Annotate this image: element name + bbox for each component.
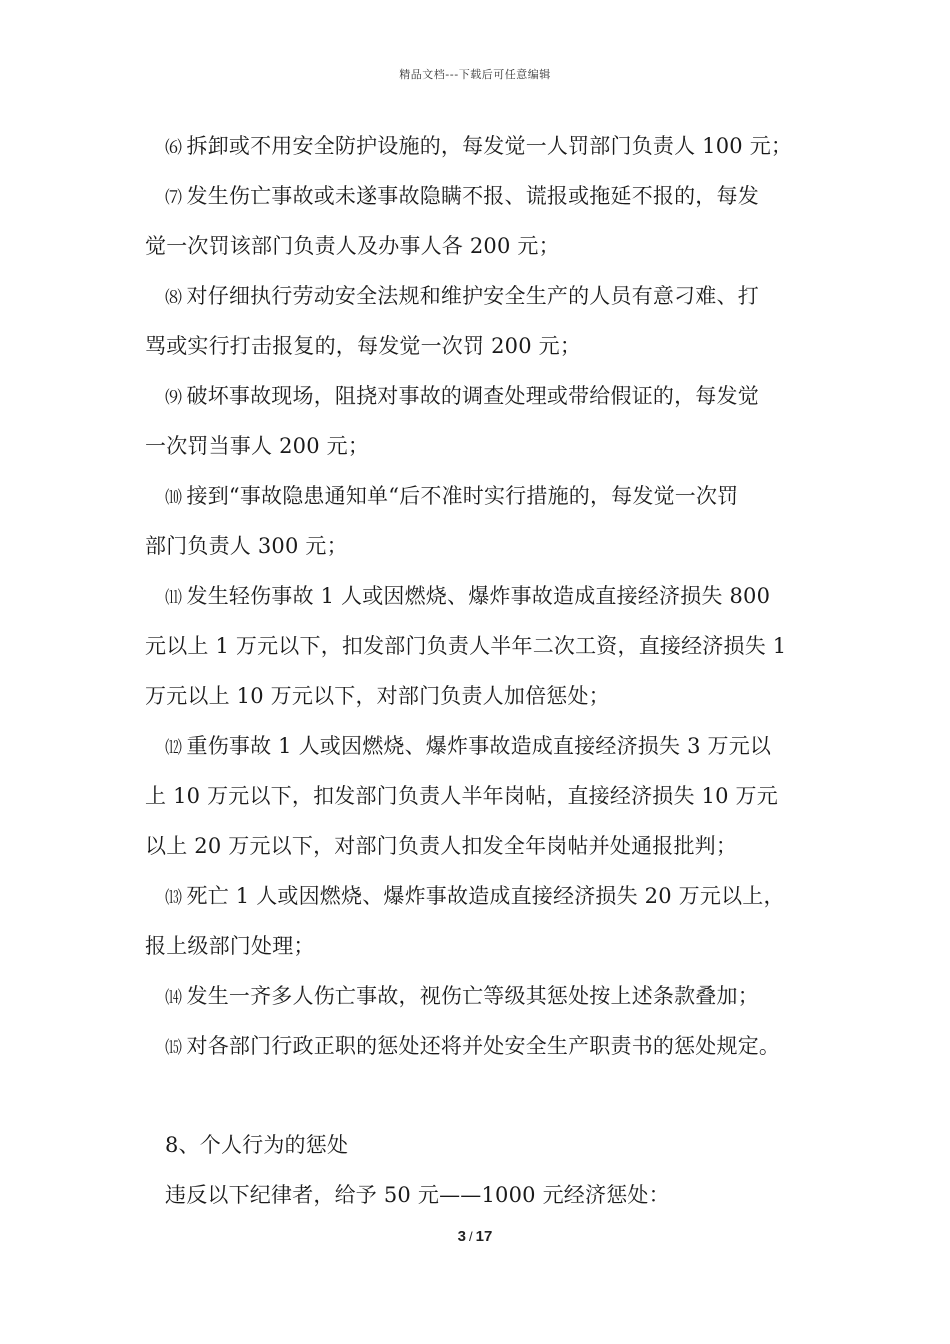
item-11-line-1 [145,580,810,630]
item-10-line-1 [145,480,810,530]
current-page-number: 3 [457,1228,467,1245]
item-12-line-2: 上 10 万元以下，扣发部门负责人半年岗帖，直接经济损失 10 万元 [145,784,778,808]
paragraph-spacer [145,1080,810,1129]
item-12-line-1 [145,730,810,780]
item-7-line-1 [145,180,810,230]
page-separator: / [469,1229,473,1244]
item-11-line-3: 万元以上 10 万元以下，对部门负责人加倍惩处； [145,684,610,708]
item-13-line-1 [145,880,810,930]
item-12-text-1: 重伤事故 1 人或因燃烧、爆炸事故造成直接经济损失 3 万元以 [186,734,772,758]
item-11-number: ⑾ [165,588,182,607]
item-14-number: ⒁ [165,988,182,1007]
item-10-text-1: 接到“事故隐患通知单“后不准时实行措施的，每发觉一次罚 [186,484,739,508]
item-7-line-2: 觉一次罚该部门负责人及办事人各 200 元； [145,234,560,258]
item-13-number: ⒀ [165,888,182,907]
item-9-line-1 [145,380,810,430]
item-6-line-1 [145,130,810,180]
item-14-line-1 [145,980,810,1030]
item-14-text: 发生一齐多人伤亡事故，视伤亡等级其惩处按上述条款叠加； [186,984,759,1008]
page-number [0,1228,950,1245]
item-8-text-1: 对仔细执行劳动安全法规和维护安全生产的人员有意刁难、打 [186,284,759,308]
item-9-text-1: 破坏事故现场，阻挠对事故的调查处理或带给假证的，每发觉 [186,384,759,408]
item-15-number: ⒂ [165,1038,182,1057]
item-11-text-1: 发生轻伤事故 1 人或因燃烧、爆炸事故造成直接经济损失 800 [186,584,771,608]
item-13-line-2: 报上级部门处理； [145,934,315,958]
item-15-text: 对各部门行政正职的惩处还将并处安全生产职责书的惩处规定。 [186,1034,781,1058]
item-8-line-2: 骂或实行打击报复的，每发觉一次罚 200 元； [145,334,582,358]
item-7-number: ⑺ [165,188,182,207]
section-8-intro: 违反以下纪律者，给予 50 元——1000 元经济惩处： [165,1183,670,1207]
item-12-number: ⑿ [165,738,182,757]
item-15-line-1 [145,1030,810,1080]
item-12-line-3: 以上 20 万元以下，对部门负责人扣发全年岗帖并处通报批判； [145,834,738,858]
item-10-number: ⑽ [165,488,182,507]
item-9-line-2: 一次罚当事人 200 元； [145,434,370,458]
item-10-line-2: 部门负责人 300 元； [145,534,348,558]
item-9-number: ⑼ [165,388,182,407]
document-body [145,130,810,1229]
section-8-heading: 8、个人行为的惩处 [165,1133,349,1157]
item-6-text: 拆卸或不用安全防护设施的，每发觉一人罚部门负责人 100 元； [186,134,793,158]
item-8-number: ⑻ [165,288,182,307]
item-7-text-1: 发生伤亡事故或未遂事故隐瞒不报、谎报或拖延不报的，每发 [186,184,759,208]
item-11-line-2: 元以上 1 万元以下，扣发部门负责人半年二次工资，直接经济损失 1 [145,634,787,658]
page-header: 精品文档---下载后可任意编辑 [399,68,551,81]
item-6-number: ⑹ [165,138,182,157]
total-pages-number: 17 [475,1228,493,1245]
item-13-text-1: 死亡 1 人或因燃烧、爆炸事故造成直接经济损失 20 万元以上， [186,884,785,908]
item-8-line-1 [145,280,810,330]
